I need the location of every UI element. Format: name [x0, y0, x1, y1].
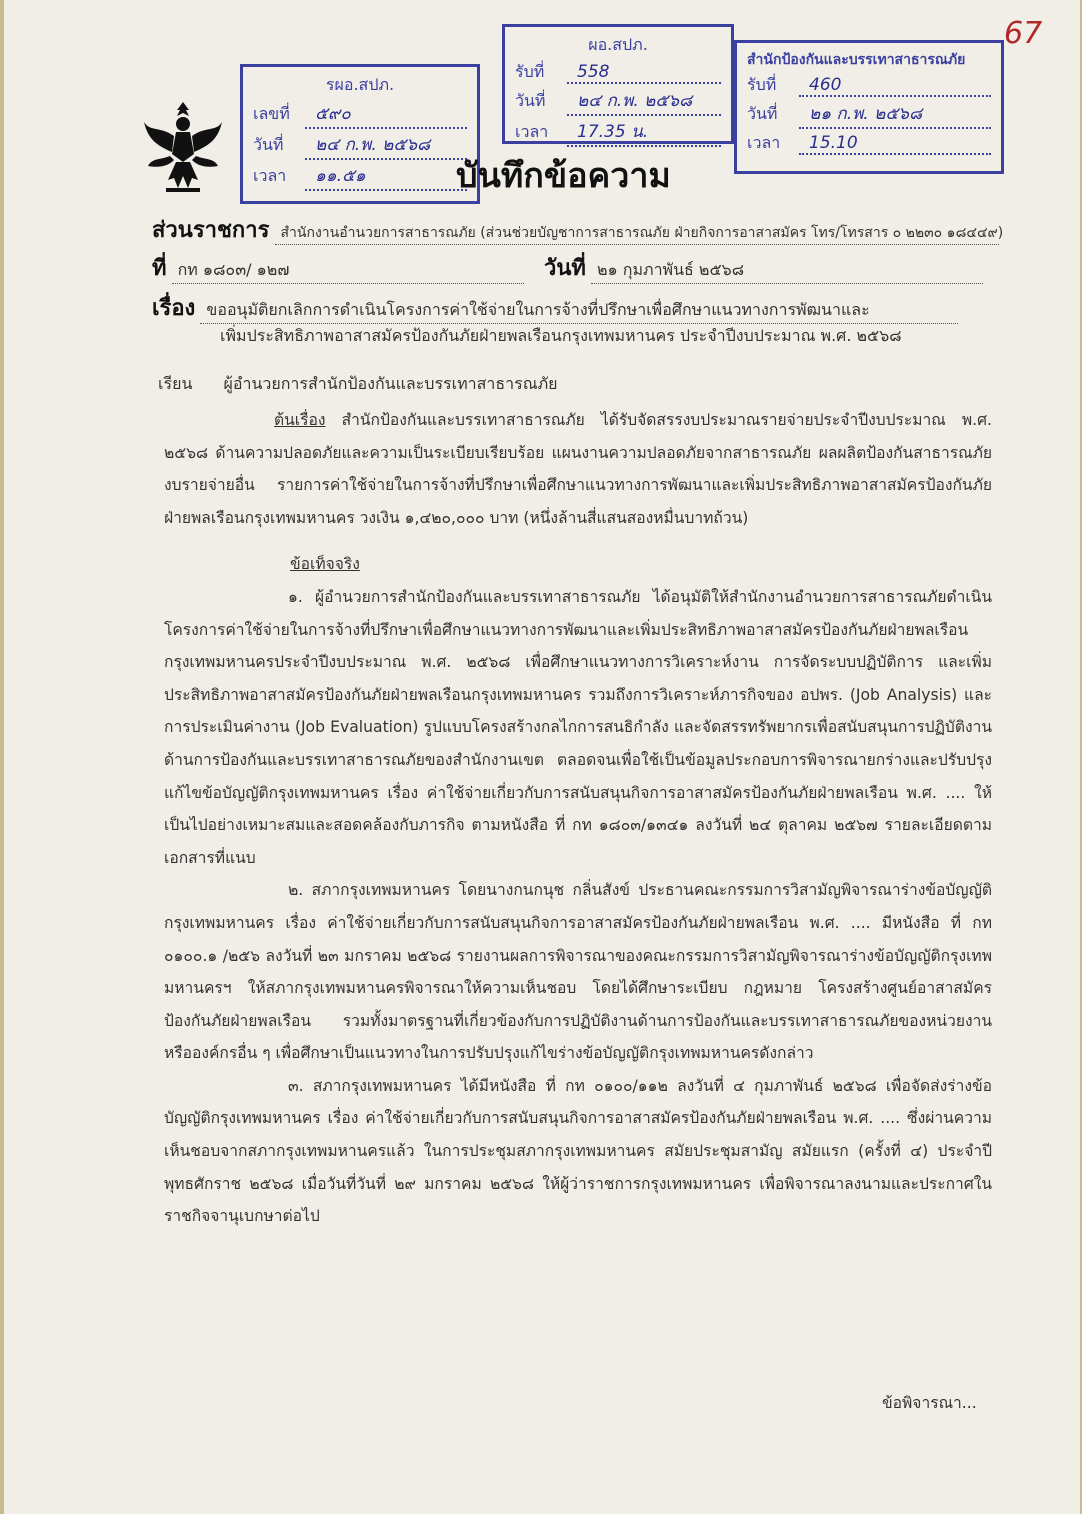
addressee-label: เรียน [158, 374, 193, 393]
stamp-label: เวลา [253, 166, 287, 185]
garuda-emblem-icon [140, 96, 226, 196]
receipt-stamp-director [502, 24, 734, 144]
receipt-stamp-director-office [240, 64, 480, 204]
date-field [544, 250, 983, 285]
fact-item: ๓. สภากรุงเทพมหานคร ได้มีหนังสือ ที่ กท ๐๑๐๐/๑๑๒ ลงวันที่ ๔ กุมภาพันธ์ ๒๕๖๘ เพื่อจัดส่งร่างข้อบัญญัติกรุงเทพมหานคร เรื่อง ค่าใช้จ่ายเกี่ยวกับการสนับสนุนกิจการอาสาสมัครป้องกันภัยฝ่ายพลเรือน พ.ศ. .... ซึ่งผ่านความเห็นชอบจากสภากรุงเทพมหานครแล้ว ในการประชุมสภากรุงเทพมหานคร สมัยประชุมสามัญ สมัยแรก (ครั้งที่ ๔) ประจำปีพุทธศักราช ๒๕๖๘ เมื่อวันที่วันที่ ๒๙ มกราคม ๒๕๖๘ ให้ผู้ว่าราชการกรุงเทพมหานคร เพื่อพิจารณาลงนามและประกาศในราชกิจจานุเบกษาต่อไป [164, 1076, 992, 1226]
stamp-label: วันที่ [747, 104, 778, 123]
facts-heading-line [164, 548, 992, 581]
addressee-value: ผู้อำนวยการสำนักป้องกันและบรรเทาสาธารณภัย [223, 374, 558, 393]
fact-item: ๒. สภากรุงเทพมหานคร โดยนางกนกนุช กลิ่นสังข์ ประธานคณะกรรมการวิสามัญพิจารณาร่างข้อบัญญัติกรุงเทพมหานคร เรื่อง ค่าใช้จ่ายเกี่ยวกับการสนับสนุนกิจการอาสาสมัครป้องกันภัยฝ่ายพลเรือน พ.ศ. .... มีหนังสือ ที่ กท ๐๑๐๐.๑ /๒๕๖ ลงวันที่ ๒๓ มกราคม ๒๕๖๘ รายงานผลการพิจารณาของคณะกรรมการวิสามัญพิจารณาร่างข้อบัญญัติกรุงเทพมหานครฯ ให้สภากรุงเทพมหานครพิจารณาให้ความเห็นชอบ โดยได้ศึกษาระเบียบ กฎหมาย โครงสร้างศูนย์อาสาสมัครป้องกันภัยฝ่ายพลเรือน รวมทั้งมาตรฐานที่เกี่ยวข้องกับการปฏิบัติงานด้านการป้องกันและบรรเทาสาธารณภัยของหน่วยงาน หรือองค์กรอื่น ๆ เพื่อศึกษาเป็นแนวทางในการปรับปรุงแก้ไขร่างข้อบัญญัติกรุงเทพมหานครดังกล่าว [164, 881, 992, 1063]
memo-page [4, 0, 1080, 1514]
stamp-label: รับที่ [515, 62, 545, 81]
subject-label: เรื่อง [152, 296, 196, 321]
agency-field [152, 212, 1004, 247]
stamp-header: ผอ.สปภ. [588, 35, 648, 54]
memo-title: บันทึกข้อความ [456, 156, 671, 196]
facts-heading: ข้อเท็จจริง [290, 555, 360, 574]
stamp-label: เวลา [747, 133, 781, 152]
date-value: ๒๑ กุมภาพันธ์ ๒๕๖๘ [591, 258, 983, 284]
receipt-stamp-department [734, 40, 1004, 174]
stamp-value: 15.10 [799, 133, 991, 155]
agency-value: สำนักงานอำนวยการสาธารณภัย (ส่วนช่วยบัญชาการสาธารณภัย ฝ่ายกิจการอาสาสมัคร โทร/โทรสาร ๐ ๒๒๓๐ ๑๘๔๔๙) [275, 222, 999, 245]
stamp-value: 460 [799, 75, 991, 97]
continuation-note: ข้อพิจารณา... [882, 1394, 977, 1412]
stamp-value: 17.35 น. [567, 118, 721, 147]
stamp-value: ๕๙๐ [305, 100, 467, 129]
doc-number-field [152, 250, 524, 285]
addressee [158, 372, 558, 397]
subject-line-1: ขออนุมัติยกเลิกการดำเนินโครงการค่าใช้จ่ายในการจ้างที่ปรึกษาเพื่อศึกษาแนวทางการพัฒนาและ [200, 298, 958, 324]
stamp-label: วันที่ [253, 135, 284, 154]
stamp-row-date [515, 87, 721, 116]
stamp-row-time [515, 118, 721, 147]
doc-number-value: กท ๑๘๐๓/ ๑๒๗ [172, 258, 524, 284]
stamp-value: ๒๑ ก.พ. ๒๕๖๘ [799, 100, 991, 129]
stamp-value: 558 [567, 62, 721, 84]
stamp-value: ๒๔ ก.พ. ๒๕๖๘ [305, 131, 467, 160]
doc-number-label: ที่ [152, 256, 167, 281]
stamp-row-number [253, 100, 467, 129]
stamp-label: รับที่ [747, 75, 777, 94]
stamp-row-time [253, 162, 467, 191]
stamp-row-time [747, 131, 991, 156]
handwritten-page-number: 67 [1004, 16, 1043, 51]
stamp-value: ๒๔ ก.พ. ๒๕๖๘ [567, 87, 721, 116]
stamp-value: ๑๑.๕๑ [305, 162, 467, 191]
stamp-label: เวลา [515, 122, 549, 141]
stamp-label: วันที่ [515, 91, 546, 110]
fact-item: ๑. ผู้อำนวยการสำนักป้องกันและบรรเทาสาธารณภัย ได้อนุมัติให้สำนักงานอำนวยการสาธารณภัยดำเนินโครงการค่าใช้จ่ายในการจ้างที่ปรึกษาเพื่อศึกษาแนวทางการพัฒนาและเพิ่มประสิทธิภาพอาสาสมัครป้องกันภัยฝ่ายพลเรือนกรุงเทพมหานครประจำปีงบประมาณ พ.ศ. ๒๕๖๘ เพื่อศึกษาแนวทางการวิเคราะห์งาน การจัดระบบปฏิบัติการ และเพิ่มประสิทธิภาพอาสาสมัครป้องกันภัยฝ่ายพลเรือนกรุงเทพมหานคร รวมถึงการวิเคราะห์ภารกิจของ อปพร. (Job Analysis) และการประเมินค่างาน (Job Evaluation) รูปแบบโครงสร้างกลไกการสนธิกำลัง และจัดสรรทรัพยากรเพื่อสนับสนุนการปฏิบัติงานด้านการป้องกันและบรรเทาสาธารณภัยของสำนักงานเขต ตลอดจนเพื่อใช้เป็นข้อมูลประกอบการพิจารณายกร่างและปรับปรุงแก้ไขข้อบัญญัติกรุงเทพมหานคร เรื่อง ค่าใช้จ่ายเกี่ยวกับการสนับสนุนกิจการอาสาสมัครป้องกันภัยฝ่ายพลเรือน พ.ศ. .... ให้เป็นไปอย่างเหมาะสมและสอดคล้องกับภารกิจ ตามหนังสือ ที่ กท ๑๘๐๓/๑๓๔๑ ลงวันที่ ๒๔ ตุลาคม ๒๕๖๗ รายละเอียดตามเอกสารที่แนบ [164, 587, 992, 867]
stamp-row-date [747, 100, 991, 129]
stamp-row-number [515, 60, 721, 85]
memo-body [164, 404, 992, 1233]
background-text: สำนักป้องกันและบรรเทาสาธารณภัย ได้รับจัดสรรงบประมาณรายจ่ายประจำปีงบประมาณ พ.ศ. ๒๕๖๘ ด้านความปลอดภัยและความเป็นระเบียบเรียบร้อย แผนงานความปลอดภัยจากสาธารณภัย ผลผลิตป้องกันสาธารณภัย งบรายจ่ายอื่น รายการค่าใช้จ่ายในการจ้างที่ปรึกษาเพื่อศึกษาแนวทางการพัฒนาและเพิ่มประสิทธิภาพอาสาสมัครป้องกันภัยฝ่ายพลเรือนกรุงเทพมหานคร วงเงิน ๑,๔๒๐,๐๐๐ บาท (หนึ่งล้านสี่แสนสองหมื่นบาทถ้วน) [164, 411, 992, 527]
stamp-row-date [253, 131, 467, 160]
stamp-header: รผอ.สปภ. [325, 75, 395, 94]
stamp-row-number [747, 73, 991, 98]
agency-label: ส่วนราชการ [152, 218, 270, 243]
stamp-header: สำนักป้องกันและบรรเทาสาธารณภัย [747, 52, 966, 68]
stamp-label: เลขที่ [253, 104, 290, 123]
subject-field [152, 290, 958, 325]
background-heading: ต้นเรื่อง [274, 411, 326, 429]
background-paragraph [164, 404, 992, 534]
subject-line-2: เพิ่มประสิทธิภาพอาสาสมัครป้องกันภัยฝ่ายพลเรือนกรุงเทพมหานคร ประจำปีงบประมาณ พ.ศ. ๒๕๖๘ [220, 326, 902, 345]
date-label: วันที่ [544, 256, 586, 281]
